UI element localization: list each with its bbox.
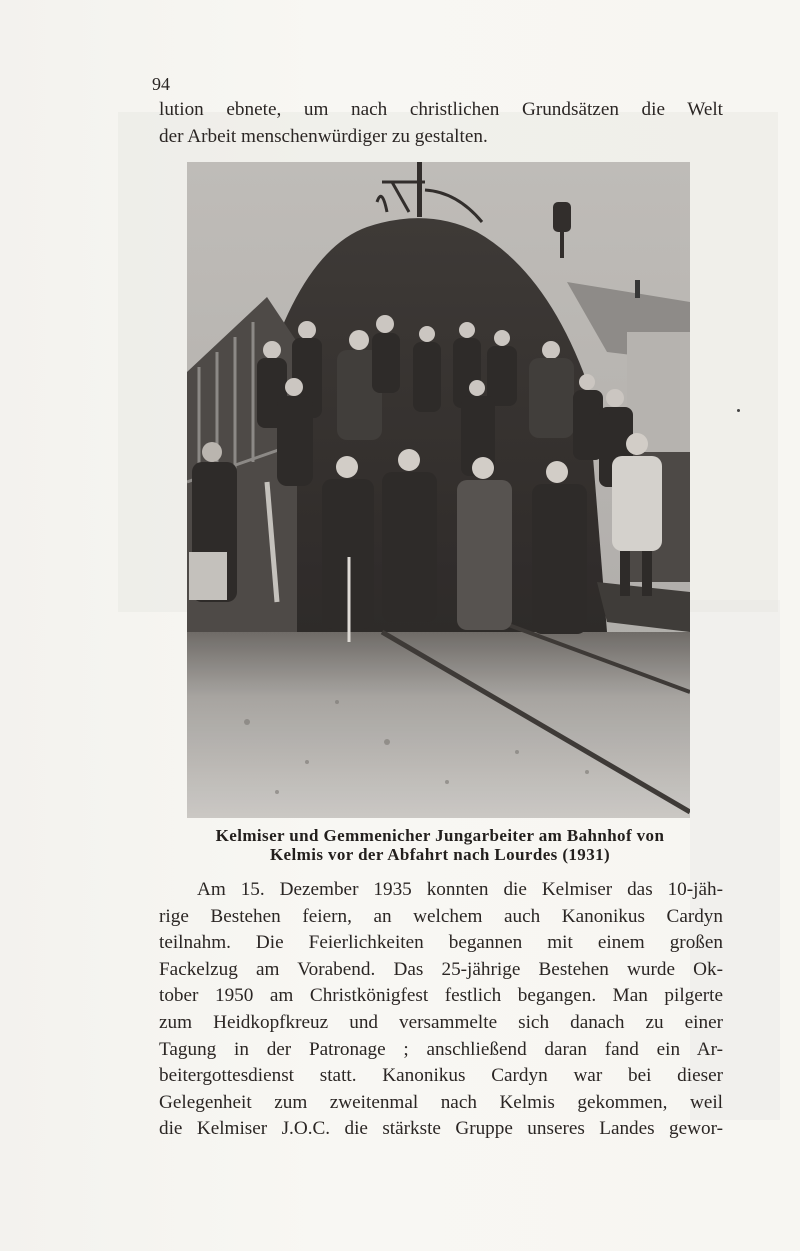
photo-caption [160, 826, 720, 864]
caption-line: Kelmiser und Gemmenicher Jungarbeiter am Bahnhof von [215, 826, 665, 845]
page-number: 94 [152, 74, 170, 94]
main-paragraph [159, 877, 723, 1143]
text-line: Am 15. Dezember 1935 konnten die Kelmiser das 10-jäh- [197, 879, 723, 900]
text-line: teilnahm. Die Feierlichkeiten begannen mit einem großen [159, 932, 723, 954]
text-line: Fackelzug am Vorabend. Das 25-jährige Bestehen wurde Ok- [159, 958, 723, 980]
text-line: lution ebnete, um nach christlichen Grundsätzen die Welt [159, 99, 723, 120]
paper-speck [737, 409, 740, 412]
text-line: tober 1950 am Christkönigfest festlich begangen. Man pilgerte [159, 985, 723, 1007]
text-line: Tagung in der Patronage ; anschließend daran fand ein Ar- [159, 1038, 723, 1060]
text-line: die Kelmiser J.O.C. die stärkste Gruppe unseres Landes gewor- [159, 1118, 723, 1140]
text-line: beitergottesdienst statt. Kanonikus Cardyn war bei dieser [159, 1065, 723, 1087]
text-line: der Arbeit menschenwürdiger zu gestalten. [159, 125, 488, 147]
text-line: zum Heidkopfkreuz und versammelte sich danach zu einer [159, 1011, 723, 1033]
text-line: rige Bestehen feiern, an welchem auch Kanonikus Cardyn [159, 905, 723, 927]
text-line: Gelegenheit zum zweitenmal nach Kelmis gekommen, weil [159, 1091, 723, 1113]
caption-line: Kelmis vor der Abfahrt nach Lourdes (1931) [269, 845, 611, 864]
historical-photograph [187, 162, 690, 818]
intro-paragraph [159, 97, 723, 150]
